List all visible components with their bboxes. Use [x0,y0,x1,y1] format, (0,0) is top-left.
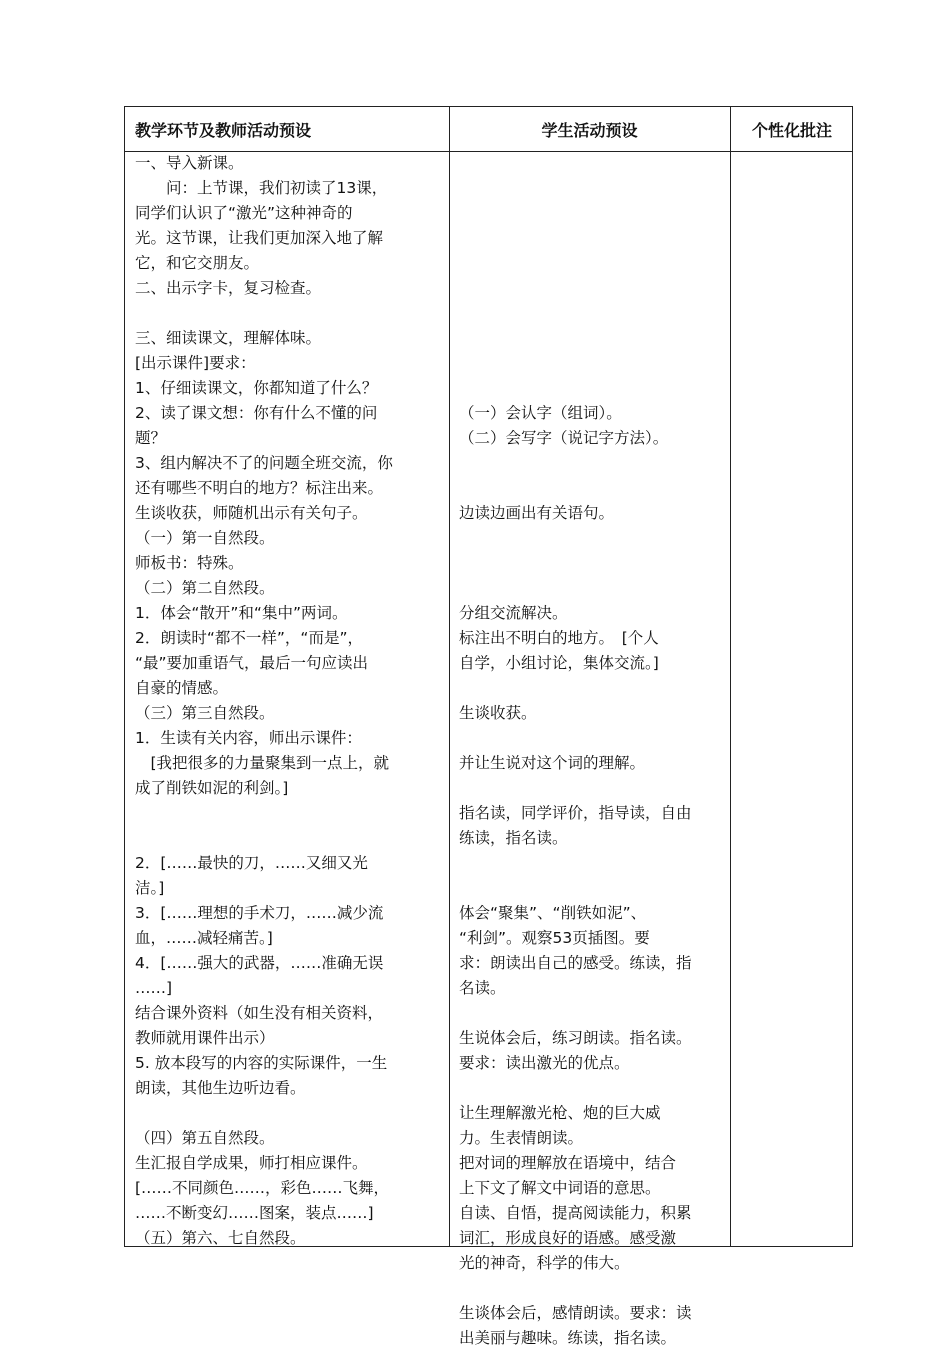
teacher-text-line: （二）第二自然段。 [135,579,275,597]
teacher-text-line: 1．生读有关内容，师出示课件： [135,729,362,747]
student-text-line: 让生理解激光枪、炮的巨大威 [459,1104,661,1122]
teacher-text-line: 师板书：特殊。 [135,554,244,572]
teacher-text-line: （三）第三自然段。 [135,704,275,722]
teacher-text-line: 2、读了课文想：你有什么不懂的问 [135,404,378,422]
student-text-line: 词汇，形成良好的语感。感受激 [459,1229,677,1247]
teacher-text-line: 自豪的情感。 [135,679,229,697]
teacher-text-line: （五）第六、七自然段。 [135,1229,306,1247]
teacher-text-line: 4．[……强大的武器，……准确无误 [135,954,384,972]
student-text-line: 出美丽与趣味。练读，指名读。 [459,1329,677,1347]
teacher-text-line: 3．[……理想的手术刀，……减少流 [135,904,384,922]
teacher-text-line: 它，和它交朋友。 [135,254,260,272]
teacher-text-line: 1、仔细读课文，你都知道了什么？ [135,379,378,397]
student-text-line: 练读，指名读。 [459,829,568,847]
teacher-text-line: 成了削铁如泥的利剑。] [135,779,289,797]
teacher-text-line: 问：上节课，我们初读了13课， [135,179,388,197]
teacher-text-line: [……不同颜色……，彩色……飞舞， [135,1179,390,1197]
student-text-line: 要求：读出激光的优点。 [459,1054,630,1072]
student-text-line: （二）会写字（说记字方法）。 [459,429,669,447]
teacher-text-line: 2．朗读时“都不一样”，“而是”， [135,629,363,647]
student-text-line: “利剑”。观察53页插图。要 [459,929,650,947]
student-text-line: 求：朗读出自己的感受。练读，指 [459,954,692,972]
student-text-line: 上下文了解文中词语的意思。 [459,1179,661,1197]
student-text-line: 指名读，同学评价，指导读，自由 [459,804,692,822]
teacher-text-line: ……不断变幻……图案，装点……] [135,1204,374,1222]
teacher-text-line: 5. 放本段写的内容的实际课件，一生 [135,1054,388,1072]
header-student-activities: 学生活动预设 [541,120,638,140]
teacher-text-line: 朗读，其他生边听边看。 [135,1079,306,1097]
column-divider [730,107,731,1246]
teacher-text-line: 还有哪些不明白的地方？标注出来。 [135,479,384,497]
teacher-text-line: 三、细读课文，理解体味。 [135,329,322,347]
teacher-text-line: （四）第五自然段。 [135,1129,275,1147]
teacher-text-line: [我把很多的力量聚集到一点上，就 [135,754,390,772]
student-text-line: 并让生说对这个词的理解。 [459,754,646,772]
header-teacher-activities: 教学环节及教师活动预设 [135,120,312,140]
student-text-line: 生说体会后，练习朗读。指名读。 [459,1029,692,1047]
teacher-text-line: 结合课外资料（如生没有相关资料， [135,1004,384,1022]
student-text-line: 边读边画出有关语句。 [459,504,615,522]
teacher-text-line: 生汇报自学成果，师打相应课件。 [135,1154,368,1172]
teacher-text-line: “最”要加重语气，最后一句应读出 [135,654,369,672]
teacher-text-line: 3、组内解决不了的问题全班交流，你 [135,454,393,472]
student-text-line: 把对词的理解放在语境中，结合 [459,1154,677,1172]
teacher-text-line: 血，……减轻痛苦。] [135,929,273,947]
teacher-text-line: （一）第一自然段。 [135,529,275,547]
teacher-text-line: [出示课件]要求： [135,354,256,372]
teacher-text-line: 教师就用课件出示） [135,1029,275,1047]
student-text-line: 自学，小组讨论，集体交流。] [459,654,659,672]
lesson-plan-table [124,106,853,1347]
teacher-text-line: 光。这节课，让我们更加深入地了解 [135,229,384,247]
student-text-line: 自读、自悟，提高阅读能力，积累 [459,1204,692,1222]
teacher-text-line: ……] [135,979,173,997]
student-text-line: 生谈收获。 [459,704,537,722]
student-text-line: 名读。 [459,979,506,997]
teacher-text-line: 2．[……最快的刀，……又细又光 [135,854,368,872]
teacher-text-line: 一、导入新课。 [135,154,244,172]
column-divider [449,107,450,1246]
student-text-line: 生谈体会后，感情朗读。要求：读 [459,1304,692,1322]
teacher-text-line: 生谈收获，师随机出示有关句子。 [135,504,368,522]
teacher-text-line: 1．体会“散开”和“集中”两词。 [135,604,348,622]
student-text-line: 力。生表情朗读。 [459,1129,584,1147]
teacher-text-line: 同学们认识了“激光”这种神奇的 [135,204,353,222]
student-text-line: 标注出不明白的地方。 [个人 [459,629,659,647]
teacher-text-line: 洁。] [135,879,165,897]
teacher-text-line: 二、出示字卡，复习检查。 [135,279,322,297]
student-text-line: （一）会认字（组词）。 [459,404,622,422]
header-personal-notes: 个性化批注 [751,120,832,140]
teacher-text-line: 题？ [135,429,167,447]
student-text-line: 分组交流解决。 [459,604,568,622]
student-text-line: 体会“聚集”、“削铁如泥”、 [459,904,647,922]
student-text-line: 光的神奇，科学的伟大。 [459,1254,630,1272]
